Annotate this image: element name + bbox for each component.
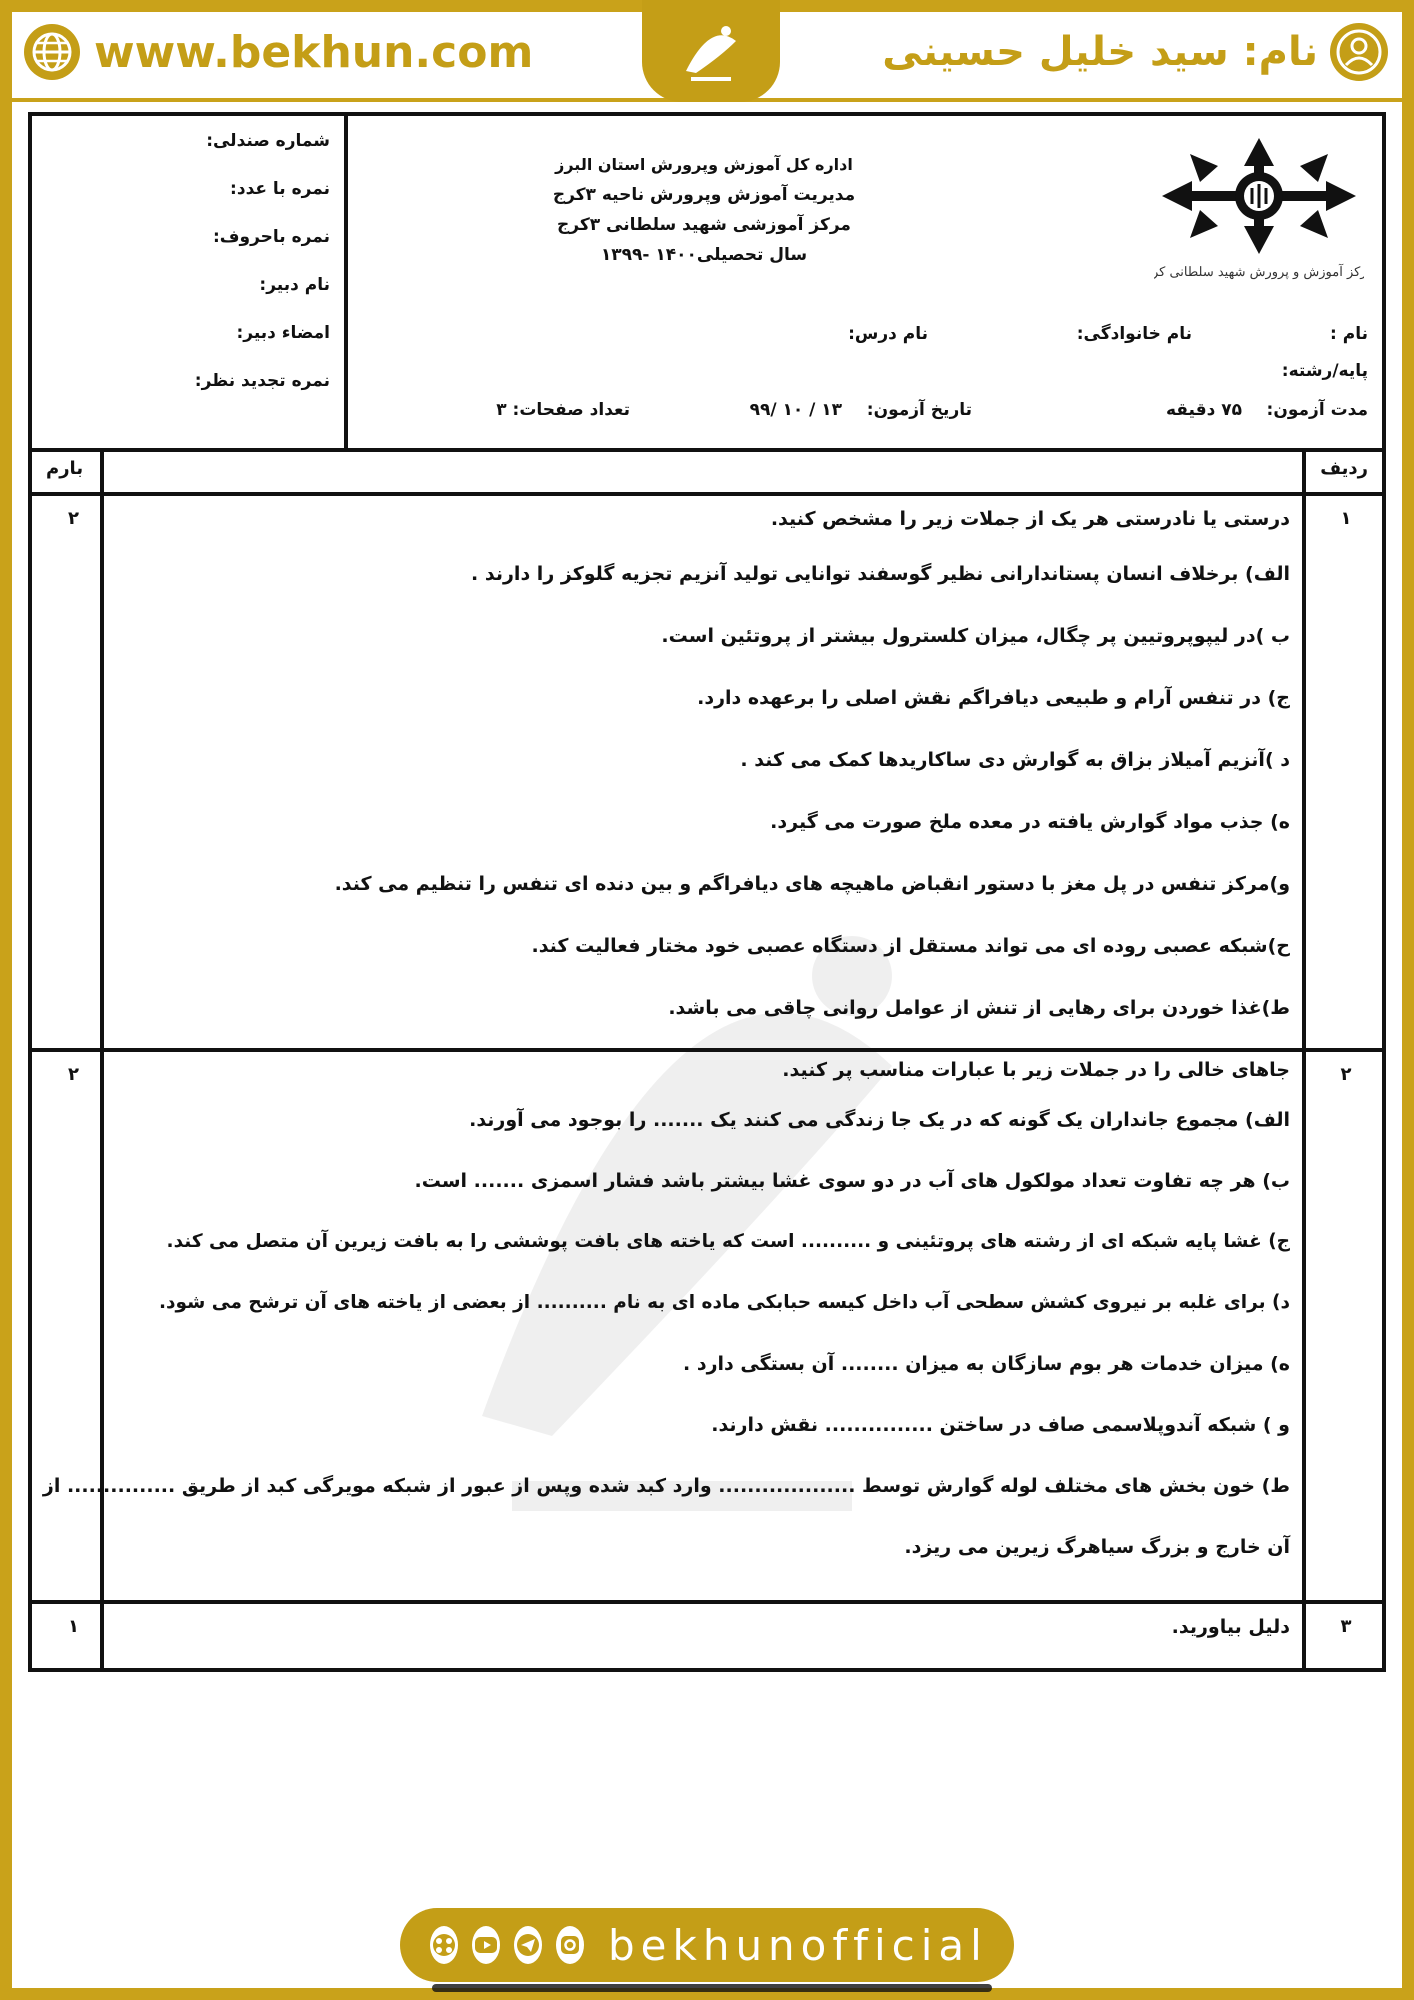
globe-icon <box>24 24 80 80</box>
question-2 <box>32 1052 1382 1604</box>
student-name <box>882 22 1388 82</box>
name-label: نام : <box>1330 324 1368 344</box>
statement-item: ج) در تنفس آرام و طبیعی دیافراگم نقش اصلی را برعهده دارد. <box>697 687 1290 709</box>
question-body <box>130 496 1290 1042</box>
statement-item: و)مرکز تنفس در پل مغز با دستور انقباض ماهیچه های دیافراگم و بین دنده ای تنفس را تنظیم می کند. <box>334 873 1290 895</box>
question-score: ۲ <box>68 508 79 529</box>
emblem-caption: مرکز آموزش و پرورش شهید سلطانی کرج <box>1154 265 1364 280</box>
social-footer[interactable] <box>400 1908 1014 1982</box>
aparat-icon[interactable] <box>430 1926 458 1964</box>
telegram-icon[interactable] <box>514 1926 542 1964</box>
top-banner <box>12 12 1402 102</box>
fill-blank-item: ه) میزان خدمات هر بوم سازگان به میزان ........ آن بستگی دارد . <box>683 1353 1290 1375</box>
organization-block <box>514 150 894 270</box>
question-number: ۱ <box>1340 508 1352 529</box>
fill-blank-item: آن خارج و بزرگ سیاهرگ زیرین می ریزد. <box>904 1536 1290 1558</box>
social-handle[interactable]: bekhunofficial <box>608 1920 988 1970</box>
table-header-row <box>32 448 1382 496</box>
question-score: ۱ <box>68 1616 79 1637</box>
footer-underline <box>432 1984 992 1992</box>
statement-item: ط)غذا خوردن برای رهایی از تنش از عوامل روانی چاقی می باشد. <box>668 997 1290 1019</box>
review-score-field: نمره تجدید نظر: <box>194 371 330 391</box>
statement-item: ح)شبکه عصبی روده ای می تواند مستقل از دستگاه عصبی خود مختار فعالیت کند. <box>531 935 1290 957</box>
duration-label: مدت آزمون: <box>1266 400 1368 420</box>
question-1 <box>32 496 1382 1052</box>
statement-item: ه) جذب مواد گوارش یافته در معده ملخ صورت می گیرد. <box>770 811 1290 833</box>
site-link[interactable] <box>24 22 533 82</box>
bekhun-logo <box>642 0 780 102</box>
question-body <box>42 1052 1290 1580</box>
question-number: ۲ <box>1340 1064 1352 1085</box>
question-title: درستی یا نادرستی هر یک از جملات زیر را مشخص کنید. <box>770 508 1290 530</box>
statement-item: الف) برخلاف انسان پستاندارانی نظیر گوسفند توانایی تولید آنزیم تجزیه گلوکز را دارند . <box>471 563 1290 585</box>
grading-fields <box>32 116 348 448</box>
fill-blank-item: و ) شبکه آندوپلاسمی صاف در ساختن ............... نقش دارند. <box>711 1414 1290 1436</box>
student-name-text: نام: سید خلیل حسینی <box>882 29 1318 75</box>
user-icon <box>1330 23 1388 81</box>
question-title: دلیل بیاورید. <box>1171 1616 1290 1638</box>
teacher-name-field: نام دبیر: <box>259 275 330 295</box>
score-column-header: بارم <box>46 458 84 479</box>
question-score: ۲ <box>68 1064 79 1085</box>
instagram-icon[interactable] <box>556 1926 584 1964</box>
org-line-4: سال تحصیلی۱۴۰۰ -۱۳۹۹ <box>600 245 808 265</box>
question-number: ۳ <box>1340 1616 1352 1637</box>
org-line-1: اداره کل آموزش وپرورش استان البرز <box>555 155 853 174</box>
grade-label: پایه/رشته: <box>1281 361 1368 381</box>
seat-number-field: شماره صندلی: <box>206 131 330 151</box>
page <box>12 12 1402 1988</box>
statement-item: د )آنزیم آمیلاز بزاق به گوارش دی ساکاریدها کمک می کند . <box>740 749 1290 771</box>
school-emblem <box>1154 136 1364 296</box>
org-line-3: مرکز آموزشی شهید سلطانی ۳کرج <box>557 215 851 235</box>
family-name-label: نام خانوادگی: <box>1076 324 1192 344</box>
page-count-label: تعداد صفحات: ۳ <box>496 400 630 420</box>
exam-date-label: تاریخ آزمون: <box>866 400 972 420</box>
fill-blank-item: د) برای غلبه بر نیروی کشش سطحی آب داخل کیسه حبابکی ماده ای به نام .......... از بعضی از یاخته های آن ترشح می شود. <box>158 1292 1290 1313</box>
org-line-2: مدیریت آموزش وپرورش ناحیه ۳کرج <box>552 185 856 205</box>
exam-header <box>32 116 1382 452</box>
question-body <box>130 1604 1290 1654</box>
teacher-signature-field: امضاء دبیر: <box>236 323 330 343</box>
score-words-field: نمره باحروف: <box>212 227 330 247</box>
exam-date-value: ۹۹/ ۱۰ / ۱۳ <box>749 400 842 420</box>
course-name-label: نام درس: <box>848 324 928 344</box>
duration-value: ۷۵ دقیقه <box>1165 400 1242 420</box>
site-url[interactable]: www.bekhun.com <box>94 26 534 78</box>
row-column-header: ردیف <box>1320 458 1368 479</box>
statement-item: ب )در لیپوپروتیین پر چگال، میزان کلسترول بیشتر از پروتئین است. <box>661 625 1290 647</box>
fill-blank-item: ب) هر چه تفاوت تعداد مولکول های آب در دو سوی غشا بیشتر باشد فشار اسمزی ....... است. <box>414 1170 1290 1192</box>
question-title: جاهای خالی را در جملات زیر با عبارات مناسب پر کنید. <box>782 1059 1290 1081</box>
score-digits-field: نمره با عدد: <box>230 179 330 199</box>
fill-blank-item: ط) خون بخش های مختلف لوله گوارش توسط ................... وارد کبد شده وپس از عبور از شبکه مویرگی کبد از طریق ............... از <box>42 1475 1290 1497</box>
fill-blank-item: ج) غشا پایه شبکه ای از رشته های پروتئینی و .......... است که یاخته های بافت پوششی را به بافت زیرین آن متصل می کند. <box>166 1231 1290 1252</box>
question-3 <box>32 1604 1382 1668</box>
youtube-icon[interactable] <box>472 1926 500 1964</box>
fill-blank-item: الف) مجموع جانداران یک گونه که در یک جا زندگی می کنند یک ....... را بوجود می آورند. <box>469 1109 1290 1131</box>
exam-sheet <box>28 112 1386 1672</box>
